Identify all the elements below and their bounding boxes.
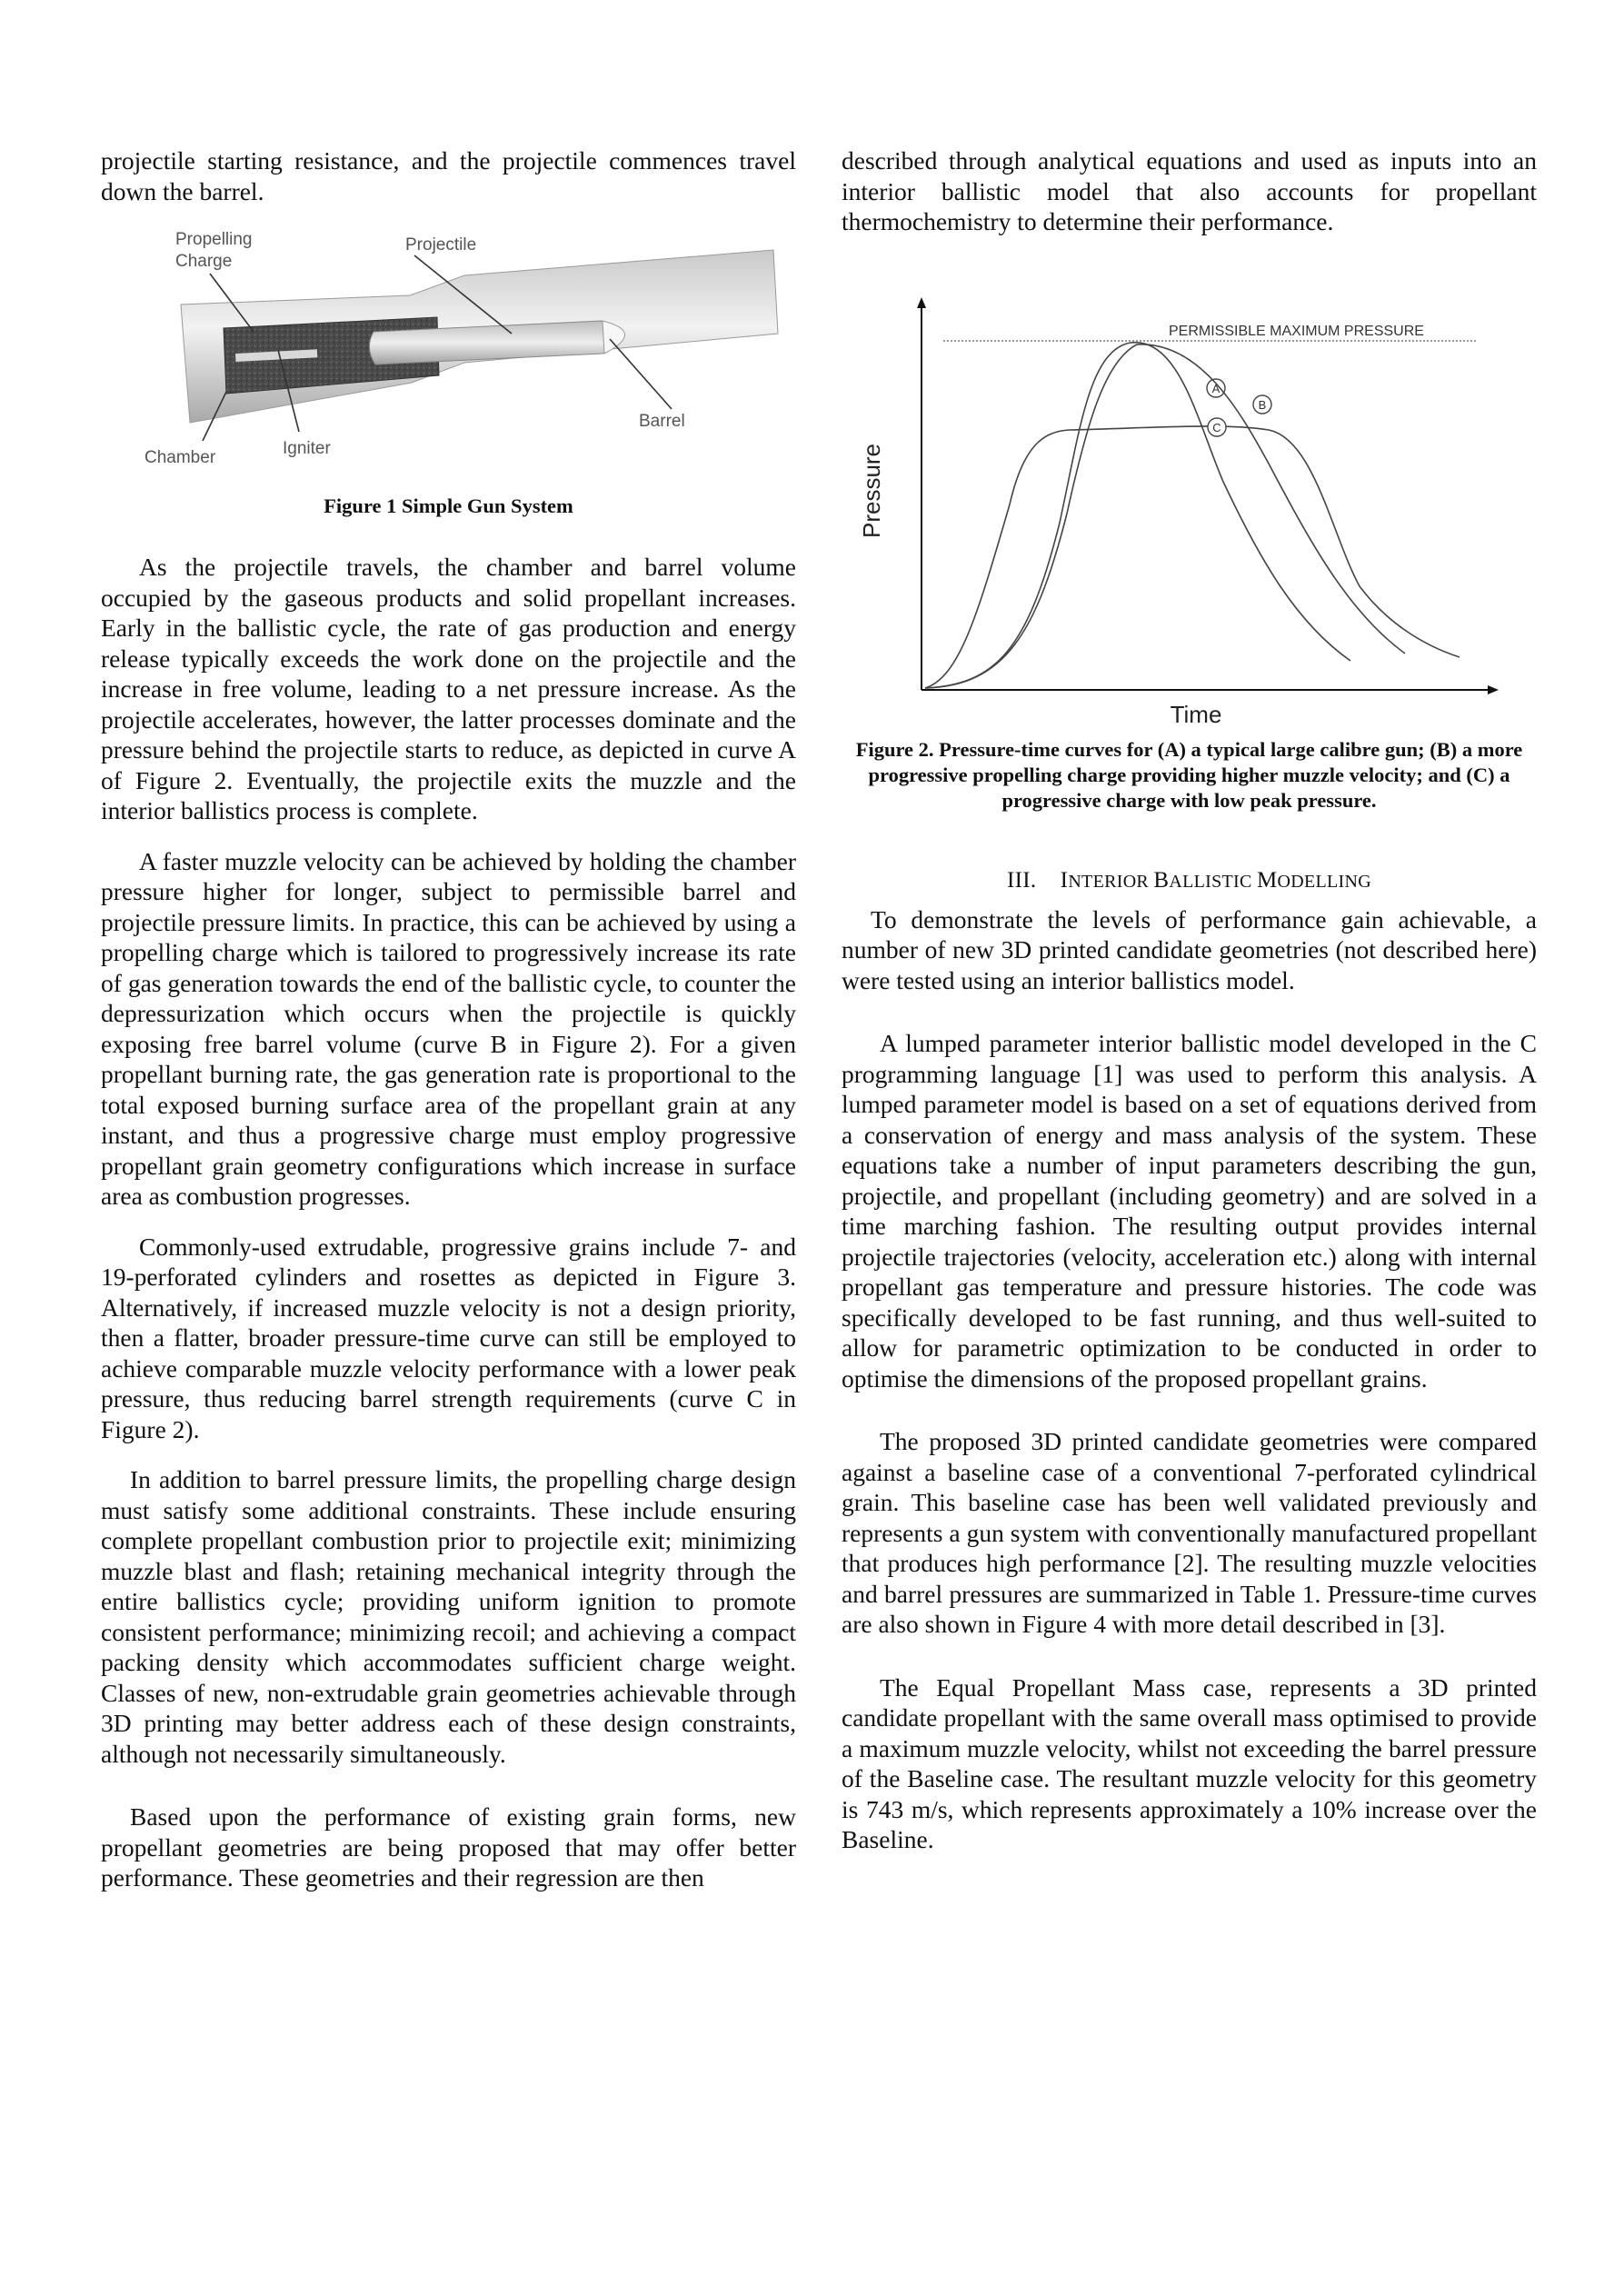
section-title-rest-1: NTERIOR [1068, 871, 1154, 892]
paragraph: described through analytical equations and used as inputs into an interior ballistic model that also accounts for propellant thermochemistry to determine their performance. [842, 146, 1537, 235]
paragraph: The proposed 3D printed candidate geometries were compared against a baseline case of a conventional 7-perforated cylindrical grain. This baseline case has been well validated previously and represents a gun system with conventionally manufactured propellant that produces high performance [2]. The resulting muzzle velocities and barrel pressures are summarized in Table 1. Pressure-time curves are also shown in Figure 4 with more detail described in [3]. [842, 1427, 1537, 1638]
label-chamber: Chamber [144, 448, 216, 467]
label-propelling-charge-2: Charge [175, 252, 233, 271]
section-number: III. [1007, 867, 1037, 893]
label-barrel: Barrel [639, 412, 685, 431]
label-projectile: Projectile [405, 235, 477, 255]
curve-label-a: A [1211, 381, 1220, 395]
gun-system-diagram [101, 230, 796, 475]
left-column [101, 145, 796, 1893]
paragraph: The Equal Propellant Mass case, represents a 3D printed candidate propellant with the same overall mass optimised to provide a maximum muzzle velocity, whilst not exceeding the barrel pressure of the Baseline case. The resultant muzzle velocity for this geometry is 743 m/s, which represents approximately a 10% increase over the Baseline. [842, 1672, 1537, 1853]
section-title-rest-3: ODELLING [1277, 871, 1371, 892]
y-axis-label: Pressure [858, 443, 885, 538]
paragraph: As the projectile travels, the chamber and barrel volume occupied by the gaseous products and solid propellant increases. Early in the ballistic cycle, the rate of gas production and energy release typically exceeds the work done on the projectile and the increase in free volume, leading to a net pressure increase. As the projectile accelerates, however, the latter processes dominate and the pressure behind the projectile starts to reduce, as depicted in curve A of Figure 2. Eventually, the projectile exits the muzzle and the interior ballistics process is complete. [101, 553, 796, 824]
paragraph: In addition to barrel pressure limits, the propelling charge design must satisfy some additional constraints. These include ensuring complete propellant combustion prior to projectile exit; minimizing muzzle blast and flash; retaining mechanical integrity through the entire ballistics cycle; providing uniform ignition to promote consistent performance; minimizing recoil; and achieving a compact packing density which accommodates sufficient charge weight. Classes of new, non-extrudable grain geometries achievable through 3D printing may better address each of these design constraints, although not necessarily simultaneously. [101, 1465, 796, 1768]
paragraph: A lumped parameter interior ballistic model developed in the C programming language [1] was used to perform this analysis. A lumped parameter model is based on a set of equations derived from a conservation of energy and mass analysis of the system. These equations take a number of input parameters describing the gun, projectile, and propellant (including geometry) and are solved in a time marching fashion. The resulting output provides internal projectile trajectories (velocity, acceleration etc.) along with internal propellant gas temperature and pressure histories. The code was specifically developed to be fast running, and thus well-suited to allow for parametric optimization to be conducted in order to optimise the dimensions of the proposed propellant grains. [842, 1029, 1537, 1393]
curve-label-b: B [1258, 397, 1267, 412]
curve-label-c: C [1212, 420, 1221, 434]
section-title-initial-2: B [1153, 867, 1170, 893]
paragraph: projectile starting resistance, and the projectile commences travel down the barrel. [101, 146, 796, 205]
paragraph: To demonstrate the levels of performance gain achievable, a number of new 3D printed candidate geometries (not described here) were tested using an interior ballistics model. [842, 904, 1537, 994]
figure-1-simple-gun-system [101, 230, 796, 475]
pressure-time-chart [842, 286, 1537, 728]
label-igniter: Igniter [283, 439, 331, 458]
section-title-initial-3: M [1256, 867, 1278, 893]
y-axis-arrow [917, 297, 926, 308]
paragraph: Commonly-used extrudable, progressive grains include 7- and 19-perforated cylinders and rosettes as depicted in Figure 3. Alternatively, if increased muzzle velocity is not a design priority, then a flatter, broader pressure-time curve can still be employed to achieve comparable muzzle velocity performance with a lower peak pressure, thus reducing barrel strength requirements (curve C in Figure 2). [101, 1232, 796, 1443]
max-pressure-label: PERMISSIBLE MAXIMUM PRESSURE [1169, 323, 1424, 339]
paragraph: A faster muzzle velocity can be achieved by holding the chamber pressure higher for longer, subject to permissible barrel and projectile pressure limits. In practice, this can be achieved by using a propelling charge which is tailored to progressively increase its rate of gas generation towards the end of the ballistic cycle, to counter the depressurization which occurs when the projectile is quickly exposing free barrel volume (curve B in Figure 2). For a given propellant burning rate, the gas generation rate is proportional to the total exposed burning surface area of the propellant grain at any instant, and thus a progressive charge must employ progressive propellant grain geometry configurations which increase in surface area as combustion progresses. [101, 846, 796, 1210]
label-propelling-charge-1: Propelling [175, 230, 253, 249]
x-axis-label: Time [1170, 700, 1222, 728]
figure-2-caption: Figure 2. Pressure-time curves for (A) a typical large calibre gun; (B) a more progressive propelling charge providing higher muzzle velocity; and (C) a progressive charge with low peak pressure. [855, 737, 1523, 812]
curve-b [925, 344, 1405, 687]
section-title-initial-1: I [1060, 867, 1069, 893]
x-axis-arrow [1488, 685, 1499, 694]
section-title-rest-2: ALLISTIC [1169, 871, 1257, 892]
curve-c [925, 425, 1460, 687]
section-heading [842, 868, 1537, 893]
figure-2-pressure-time-chart [842, 286, 1537, 728]
paragraph: Based upon the performance of existing grain forms, new propellant geometries are being proposed that may offer better performance. These geometries and their regression are then [101, 1802, 796, 1892]
figure-1-caption: Figure 1 Simple Gun System [324, 494, 573, 517]
curve-a [925, 342, 1350, 687]
right-column [842, 145, 1537, 1855]
